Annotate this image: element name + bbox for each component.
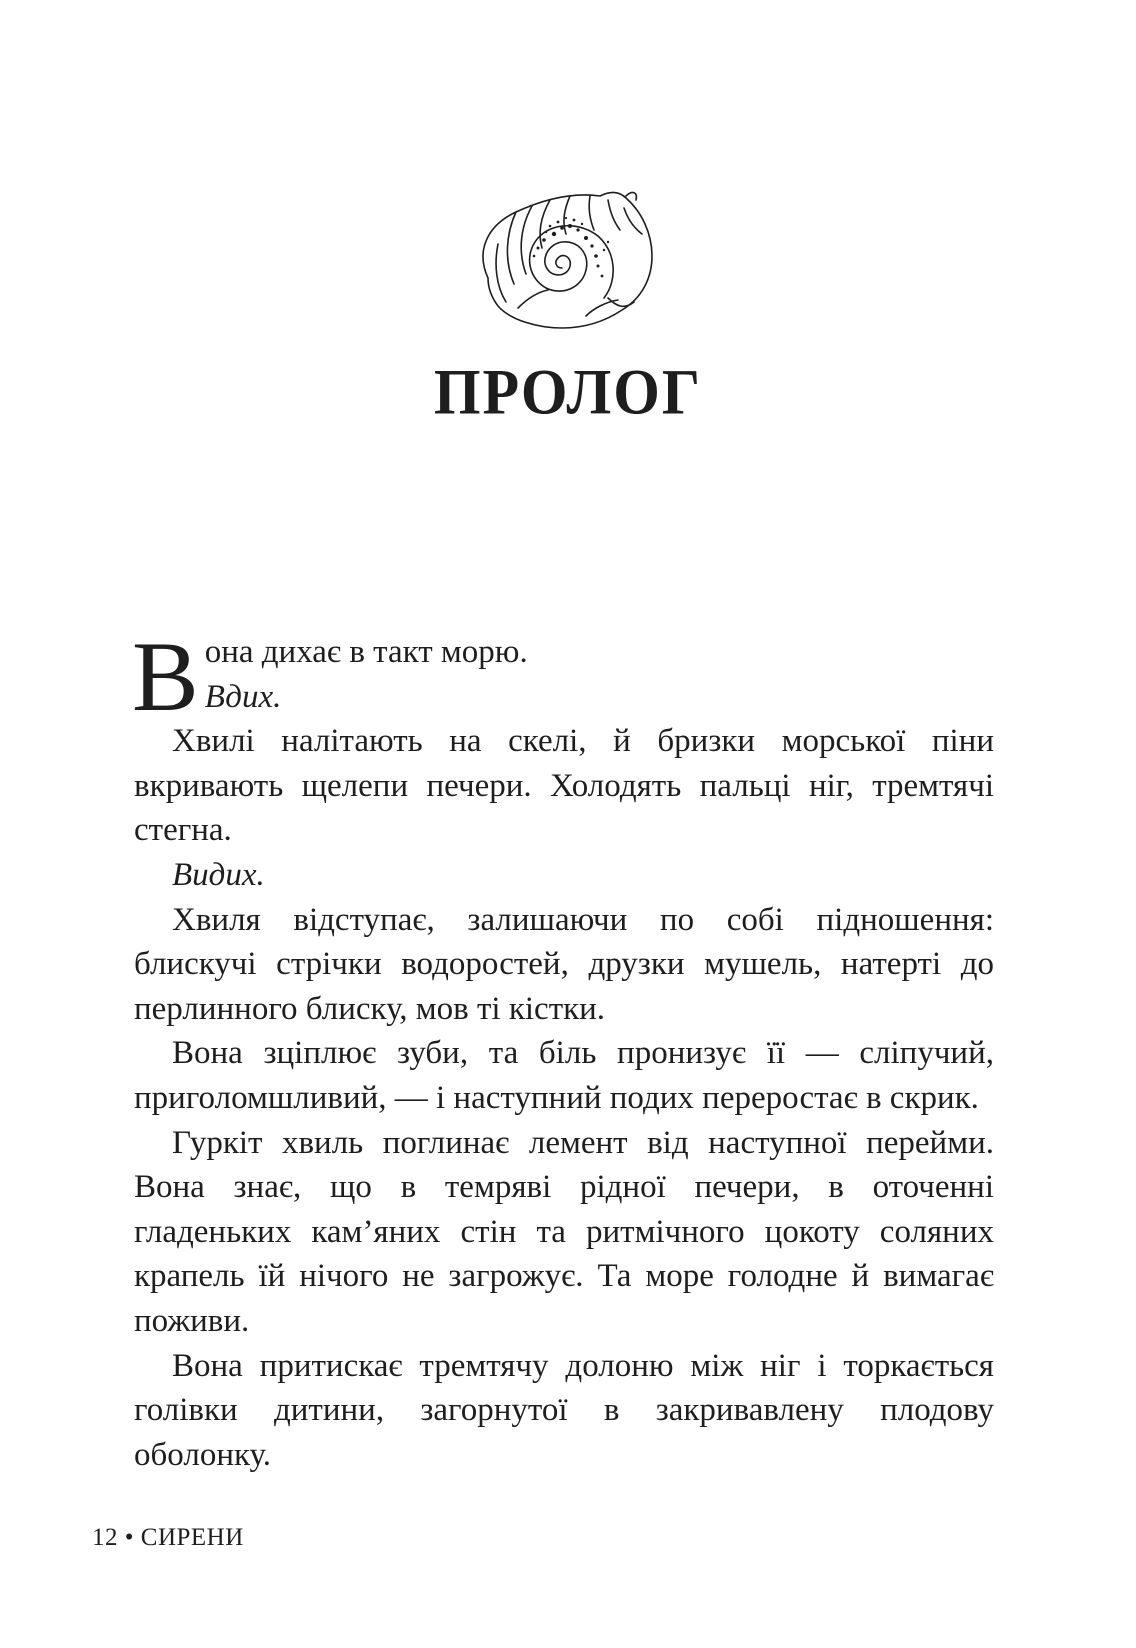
paragraph bbox=[134, 853, 994, 898]
page-number: 12 bbox=[92, 1524, 118, 1551]
paragraph bbox=[134, 898, 994, 1032]
chapter-title: ПРОЛОГ bbox=[433, 356, 703, 428]
paragraph bbox=[134, 719, 994, 853]
running-footer bbox=[92, 1524, 244, 1552]
paragraph-opening bbox=[132, 621, 994, 732]
paragraph-6-text: Вона зціплює зуби, та біль пронизує її — сліпучий, приголомшливий, — і наступний подих переростає в скрик. bbox=[134, 1035, 994, 1116]
paragraph-5-text: Хвиля відступає, залишаючи по собі підношення: блискучі стрічки водоростей, друзки мушель, натерті до перлинного блиску, мов ті кістки. bbox=[134, 901, 994, 1027]
footer-separator: • bbox=[124, 1524, 135, 1551]
paragraph-4-text: Видих. bbox=[172, 856, 265, 893]
paragraph bbox=[134, 1031, 994, 1120]
paragraph bbox=[134, 1344, 994, 1478]
body-text bbox=[132, 621, 994, 1477]
paragraph bbox=[134, 1121, 994, 1344]
drop-cap: В bbox=[132, 621, 199, 732]
paragraph-8-text: Вона притискає тремтячу долоню між ніг і торкається голівки дитини, загорнутої в закривавлену плодову оболонку. bbox=[134, 1347, 994, 1473]
paragraph-3-text: Хвилі налітають на скелі, й бризки морської піни вкривають щелепи печери. Холодять пальці ніг, тремтячі стегна. bbox=[134, 723, 994, 849]
paragraph-2-text: Вдих. bbox=[204, 678, 282, 715]
seashell-icon bbox=[458, 182, 678, 340]
paragraph-7-text: Гуркіт хвиль поглинає лемент від наступної перейми. Вона знає, що в темряві рідної печери, в оточенні гладеньких кам’яних стін та ритмічного цокоту соляних крапель їй нічого не загрожує. Та море голодне й вимагає поживи. bbox=[134, 1124, 994, 1339]
paragraph-1-text: она дихає в такт морю. bbox=[204, 634, 528, 670]
book-title: СИРЕНИ bbox=[140, 1524, 244, 1551]
